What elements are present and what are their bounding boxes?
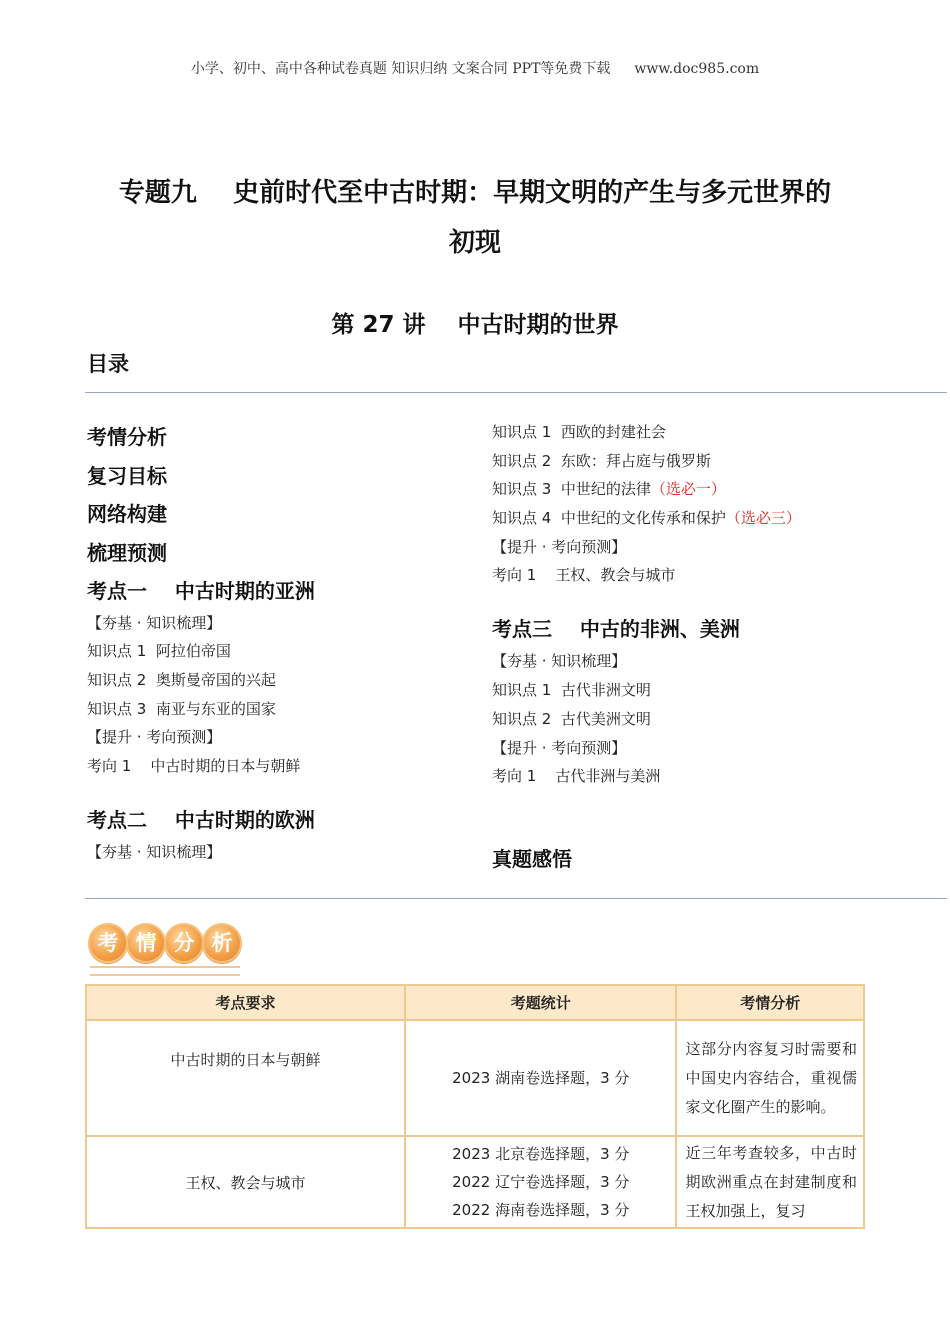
- header-url[interactable]: www.doc985.com: [634, 61, 760, 77]
- toc-link-review-goals[interactable]: 复习目标: [87, 464, 167, 488]
- col-header-analysis: 考情分析: [676, 985, 864, 1020]
- main-title: [60, 168, 890, 268]
- toc-link-point-2-1[interactable]: 知识点 1 西欧的封建社会: [492, 423, 666, 441]
- toc-link-advance-1[interactable]: 【提升 · 考向预测】: [87, 728, 222, 746]
- toc-link-advance-2[interactable]: 【提升 · 考向预测】: [492, 538, 627, 556]
- table-row: [86, 1136, 864, 1228]
- toc-link-topic-2[interactable]: 考点二 中古时期的欧洲: [87, 808, 315, 832]
- toc-link-direction-2-1[interactable]: 考向 1 王权、教会与城市: [492, 566, 676, 584]
- toc-link-point-2-2[interactable]: 知识点 2 东欧：拜占庭与俄罗斯: [492, 452, 711, 470]
- cell-requirement: 王权、教会与城市: [86, 1136, 405, 1228]
- toc-link-analysis[interactable]: 考情分析: [87, 425, 167, 449]
- toc-link-network[interactable]: 网络构建: [87, 502, 167, 526]
- toc-link-point-1-1[interactable]: 知识点 1 阿拉伯帝国: [87, 642, 231, 660]
- toc-top-divider: [85, 392, 947, 393]
- lecture-title: 第 27 讲 中古时期的世界: [331, 312, 619, 338]
- table-header-row: [86, 985, 864, 1020]
- toc-item-text: 知识点 4 中世纪的文化传承和保护: [492, 509, 726, 527]
- header-text: 小学、初中、高中各种试卷真题 知识归纳 文案合同 PPT等免费下载: [190, 61, 611, 77]
- col-header-statistics: 考题统计: [405, 985, 676, 1020]
- banner-underline: [90, 966, 240, 976]
- toc-link-point-2-4[interactable]: [492, 507, 801, 528]
- toc-item-text: 知识点 3 中世纪的法律: [492, 480, 651, 498]
- toc-link-point-1-2[interactable]: 知识点 2 奥斯曼帝国的兴起: [87, 671, 276, 689]
- toc-link-point-1-3[interactable]: 知识点 3 南亚与东亚的国家: [87, 700, 276, 718]
- toc-link-prediction[interactable]: 梳理预测: [87, 541, 167, 565]
- col-header-requirement: 考点要求: [86, 985, 405, 1020]
- toc-link-direction-1-1[interactable]: 考向 1 中古时期的日本与朝鲜: [87, 757, 301, 775]
- banner-char: 析: [202, 923, 242, 963]
- stat-line: 2022 海南卷选择题，3 分: [452, 1201, 630, 1219]
- toc-link-foundation-2[interactable]: 【夯基 · 知识梳理】: [87, 843, 222, 861]
- toc-link-topic-3[interactable]: 考点三 中古的非洲、美洲: [492, 617, 740, 641]
- toc-link-foundation-1[interactable]: 【夯基 · 知识梳理】: [87, 614, 222, 632]
- table-row: [86, 1020, 864, 1136]
- main-title-line2: 初现: [448, 228, 501, 258]
- toc-link-topic-1[interactable]: 考点一 中古时期的亚洲: [87, 579, 315, 603]
- toc-link-real-exam[interactable]: 真题感悟: [492, 847, 572, 871]
- stat-line: 2022 辽宁卷选择题，3 分: [452, 1173, 630, 1191]
- elective-tag: （选必三）: [725, 509, 801, 527]
- banner-char: 分: [164, 923, 204, 963]
- page-header: [0, 58, 950, 78]
- banner-char: 情: [126, 923, 166, 963]
- stat-line: 2023 北京卷选择题，3 分: [452, 1145, 630, 1163]
- banner-char: 考: [88, 923, 128, 963]
- toc-bottom-divider: [85, 898, 947, 899]
- toc-link-advance-3[interactable]: 【提升 · 考向预测】: [492, 739, 627, 757]
- toc-link-foundation-3[interactable]: 【夯基 · 知识梳理】: [492, 652, 627, 670]
- toc-link-direction-3-1[interactable]: 考向 1 古代非洲与美洲: [492, 767, 661, 785]
- main-title-line1: 专题九 史前时代至中古时期：早期文明的产生与多元世界的: [118, 178, 832, 208]
- toc-label: 目录: [87, 352, 129, 376]
- toc-link-point-3-2[interactable]: 知识点 2 古代美洲文明: [492, 710, 651, 728]
- toc-link-point-2-3[interactable]: [492, 478, 726, 499]
- stat-line: 2023 湖南卷选择题，3 分: [452, 1069, 630, 1087]
- elective-tag: （选必一）: [650, 480, 726, 498]
- exam-analysis-table: [85, 984, 865, 1229]
- toc-link-point-3-1[interactable]: 知识点 1 古代非洲文明: [492, 681, 651, 699]
- cell-requirement: 中古时期的日本与朝鲜: [86, 1020, 405, 1136]
- cell-analysis: 这部分内容复习时需要和中国史内容结合，重视儒家文化圈产生的影响。: [676, 1020, 864, 1136]
- cell-statistics: [405, 1020, 676, 1136]
- cell-statistics: [405, 1136, 676, 1228]
- cell-analysis: 近三年考查较多，中古时期欧洲重点在封建制度和王权加强上，复习: [676, 1136, 864, 1228]
